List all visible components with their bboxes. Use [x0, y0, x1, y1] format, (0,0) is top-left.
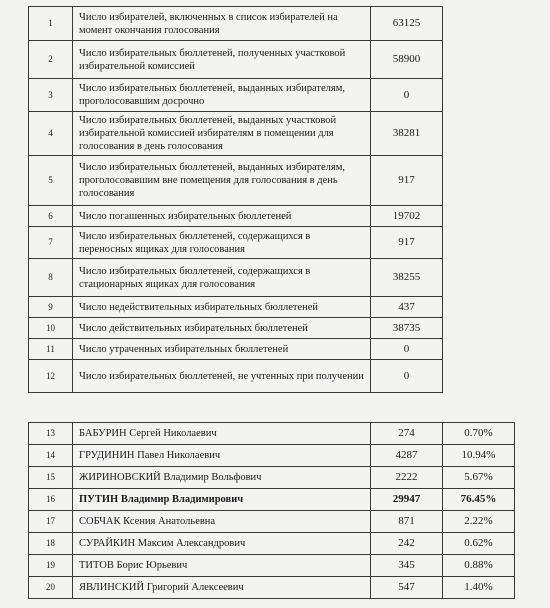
vote-count: 871 [371, 511, 443, 533]
row-value: 917 [371, 227, 443, 259]
row-value: 0 [371, 360, 443, 393]
row-label: Число избирательных бюллетеней, выданных участковой избирательной комиссией избирателям в помещении для голосования в день голосования [73, 112, 371, 156]
row-number: 6 [29, 206, 73, 227]
vote-percent: 0.88% [443, 555, 515, 577]
row-label: Число избирательных бюллетеней, выданных избирателям, проголосовавшим досрочно [73, 79, 371, 112]
row-number: 9 [29, 297, 73, 318]
candidate-row [29, 577, 515, 599]
vote-count: 547 [371, 577, 443, 599]
candidate-name: БАБУРИН Сергей Николаевич [73, 423, 371, 445]
row-label: Число избирательных бюллетеней, не учтенных при получении [73, 360, 371, 393]
vote-percent: 0.62% [443, 533, 515, 555]
row-label: Число недействительных избирательных бюллетеней [73, 297, 371, 318]
candidate-results-table [28, 422, 515, 599]
row-label: Число избирательных бюллетеней, выданных избирателям, проголосовавшим вне помещения для голосования в день голосования [73, 156, 371, 206]
row-number: 7 [29, 227, 73, 259]
candidate-row [29, 423, 515, 445]
table-row [29, 206, 443, 227]
vote-count: 4287 [371, 445, 443, 467]
row-value: 0 [371, 339, 443, 360]
row-number: 4 [29, 112, 73, 156]
row-number: 15 [29, 467, 73, 489]
table-row [29, 79, 443, 112]
vote-count: 345 [371, 555, 443, 577]
row-value: 38281 [371, 112, 443, 156]
candidate-row [29, 511, 515, 533]
table-row [29, 318, 443, 339]
candidate-row [29, 467, 515, 489]
table-row [29, 297, 443, 318]
table-row [29, 156, 443, 206]
row-number: 2 [29, 41, 73, 79]
row-number: 11 [29, 339, 73, 360]
candidate-name: ГРУДИНИН Павел Николаевич [73, 445, 371, 467]
row-label: Число избирательных бюллетеней, содержащихся в переносных ящиках для голосования [73, 227, 371, 259]
row-number: 18 [29, 533, 73, 555]
row-value: 19702 [371, 206, 443, 227]
row-value: 917 [371, 156, 443, 206]
row-number: 3 [29, 79, 73, 112]
vote-percent: 76.45% [443, 489, 515, 511]
vote-percent: 10.94% [443, 445, 515, 467]
vote-count: 29947 [371, 489, 443, 511]
table-row [29, 259, 443, 297]
row-label: Число избирательных бюллетеней, полученных участковой избирательной комиссией [73, 41, 371, 79]
vote-percent: 5.67% [443, 467, 515, 489]
vote-count: 274 [371, 423, 443, 445]
table-row [29, 339, 443, 360]
candidate-row [29, 555, 515, 577]
table-row [29, 7, 443, 41]
row-number: 12 [29, 360, 73, 393]
row-number: 13 [29, 423, 73, 445]
row-value: 38255 [371, 259, 443, 297]
vote-count: 2222 [371, 467, 443, 489]
candidate-name: СОБЧАК Ксения Анатольевна [73, 511, 371, 533]
vote-count: 242 [371, 533, 443, 555]
row-number: 10 [29, 318, 73, 339]
row-label: Число погашенных избирательных бюллетеней [73, 206, 371, 227]
vote-percent: 1.40% [443, 577, 515, 599]
candidate-row [29, 533, 515, 555]
row-label: Число избирателей, включенных в список избирателей на момент окончания голосования [73, 7, 371, 41]
candidate-row [29, 489, 515, 511]
row-number: 5 [29, 156, 73, 206]
candidate-name: ЖИРИНОВСКИЙ Владимир Вольфович [73, 467, 371, 489]
candidate-row [29, 445, 515, 467]
candidate-name: ЯВЛИНСКИЙ Григорий Алексеевич [73, 577, 371, 599]
row-number: 19 [29, 555, 73, 577]
row-number: 20 [29, 577, 73, 599]
candidate-name: ТИТОВ Борис Юрьевич [73, 555, 371, 577]
row-value: 63125 [371, 7, 443, 41]
row-number: 17 [29, 511, 73, 533]
table-row [29, 112, 443, 156]
row-number: 14 [29, 445, 73, 467]
table-row [29, 41, 443, 79]
vote-percent: 2.22% [443, 511, 515, 533]
row-value: 38735 [371, 318, 443, 339]
row-value: 437 [371, 297, 443, 318]
candidate-name: СУРАЙКИН Максим Александрович [73, 533, 371, 555]
row-number: 1 [29, 7, 73, 41]
row-label: Число избирательных бюллетеней, содержащихся в стационарных ящиках для голосования [73, 259, 371, 297]
row-value: 0 [371, 79, 443, 112]
vote-percent: 0.70% [443, 423, 515, 445]
candidate-name: ПУТИН Владимир Владимирович [73, 489, 371, 511]
row-number: 8 [29, 259, 73, 297]
table-row [29, 227, 443, 259]
protocol-stats-table [28, 6, 443, 393]
row-label: Число действительных избирательных бюллетеней [73, 318, 371, 339]
row-label: Число утраченных избирательных бюллетеней [73, 339, 371, 360]
row-value: 58900 [371, 41, 443, 79]
row-number: 16 [29, 489, 73, 511]
table-row [29, 360, 443, 393]
